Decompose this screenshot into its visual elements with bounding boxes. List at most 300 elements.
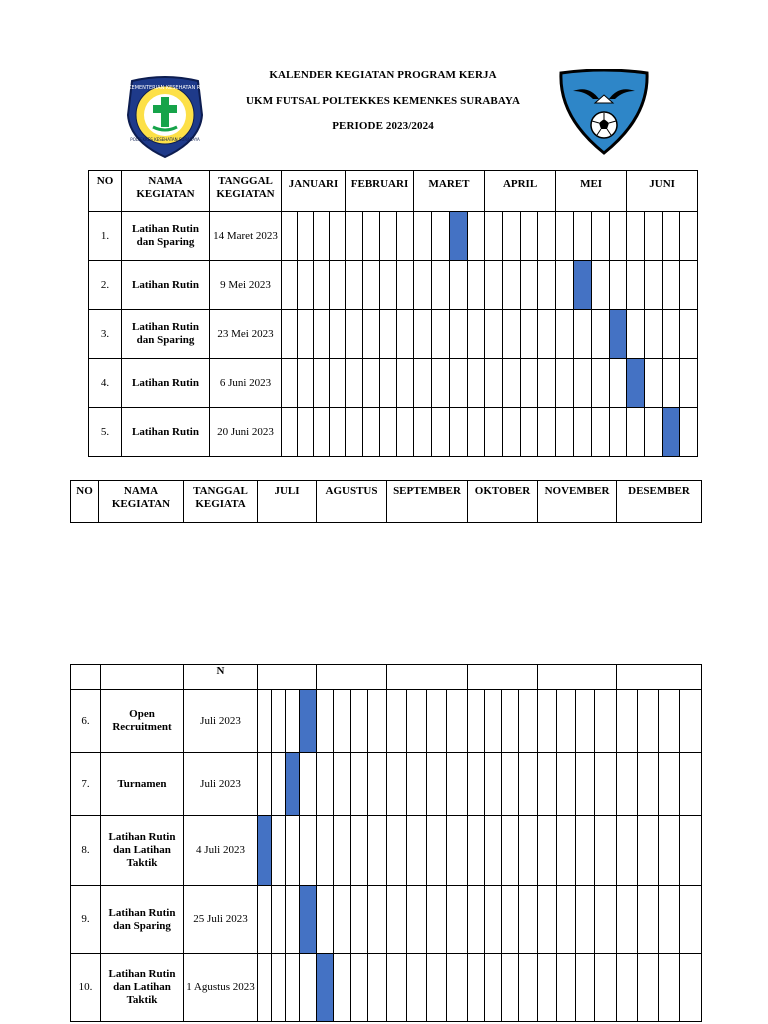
week-cell: [427, 753, 447, 816]
week-cell: [346, 359, 363, 408]
week-cell: [272, 753, 286, 816]
week-cell: [334, 886, 351, 954]
week-cell: [334, 690, 351, 753]
week-cell: [502, 816, 519, 886]
week-cell: [432, 261, 450, 310]
week-cell: [317, 690, 334, 753]
week-cell: [645, 261, 663, 310]
table-row: [89, 310, 698, 359]
week-cell: [468, 359, 485, 408]
week-cell: [334, 954, 351, 1022]
week-cell: [351, 816, 368, 886]
week-cell: [576, 954, 595, 1022]
week-cell: [538, 753, 557, 816]
week-cell: [680, 408, 698, 457]
table1-header-row: [89, 171, 698, 212]
week-cell: [659, 690, 680, 753]
activity-date: 9 Mei 2023: [210, 261, 282, 310]
week-cell: [638, 886, 659, 954]
week-cell: [363, 212, 380, 261]
month-header-blank: [317, 665, 387, 690]
header-mei: MEI: [556, 171, 627, 212]
week-cell: [427, 886, 447, 954]
week-cell: [574, 408, 592, 457]
week-cell: [645, 359, 663, 408]
week-cell: [574, 359, 592, 408]
week-cell: [397, 408, 414, 457]
week-cell: [468, 408, 485, 457]
logo-name-text: POLTEKKES KESEHATAN SURABAYA: [130, 137, 200, 142]
schedule-bar: [300, 886, 317, 954]
week-cell: [286, 886, 300, 954]
week-cell: [663, 261, 680, 310]
week-cell: [503, 408, 521, 457]
week-cell: [592, 261, 610, 310]
week-cell: [638, 816, 659, 886]
week-cell: [407, 886, 427, 954]
week-cell: [397, 310, 414, 359]
activity-name: Latihan Rutin dan Sparing: [122, 212, 210, 261]
week-cell: [346, 212, 363, 261]
week-cell: [680, 359, 698, 408]
week-cell: [576, 690, 595, 753]
week-cell: [387, 954, 407, 1022]
week-cell: [314, 261, 330, 310]
schedule-table-jul-dec-header: [70, 480, 702, 523]
week-cell: [519, 816, 538, 886]
week-cell: [485, 816, 502, 886]
week-cell: [414, 359, 432, 408]
week-cell: [468, 261, 485, 310]
week-cell: [659, 816, 680, 886]
week-cell: [363, 359, 380, 408]
week-cell: [595, 954, 617, 1022]
week-cell: [432, 359, 450, 408]
week-cell: [485, 408, 503, 457]
week-cell: [485, 954, 502, 1022]
week-cell: [407, 954, 427, 1022]
week-cell: [556, 359, 574, 408]
week-cell: [387, 753, 407, 816]
week-cell: [286, 690, 300, 753]
row-number: 3.: [89, 310, 122, 359]
week-cell: [556, 212, 574, 261]
activity-date: 6 Juni 2023: [210, 359, 282, 408]
week-cell: [272, 954, 286, 1022]
activity-date: 1 Agustus 2023: [184, 954, 258, 1022]
week-cell: [414, 212, 432, 261]
week-cell: [659, 886, 680, 954]
week-cell: [397, 212, 414, 261]
week-cell: [468, 212, 485, 261]
week-cell: [557, 954, 576, 1022]
week-cell: [282, 261, 298, 310]
week-cell: [556, 261, 574, 310]
week-cell: [538, 816, 557, 886]
week-cell: [314, 408, 330, 457]
week-cell: [330, 212, 346, 261]
week-cell: [627, 261, 645, 310]
schedule-bar: [574, 261, 592, 310]
week-cell: [503, 310, 521, 359]
activity-name: Latihan Rutin dan Latihan Taktik: [101, 816, 184, 886]
week-cell: [556, 408, 574, 457]
header-no: NO: [71, 481, 99, 523]
week-cell: [298, 359, 314, 408]
week-cell: [272, 690, 286, 753]
week-cell: [314, 310, 330, 359]
row-number: 5.: [89, 408, 122, 457]
table-row: [71, 690, 702, 753]
month-header-blank: [617, 665, 702, 690]
week-cell: [334, 753, 351, 816]
table-row: [71, 753, 702, 816]
week-cell: [521, 212, 538, 261]
poltekkes-logo-icon: [122, 75, 208, 159]
row-number: 9.: [71, 886, 101, 954]
week-cell: [346, 310, 363, 359]
activity-name: Latihan Rutin dan Sparing: [122, 310, 210, 359]
header-tanggal-kegiata: TANGGAL KEGIATA: [184, 481, 258, 523]
week-cell: [468, 310, 485, 359]
week-cell: [538, 886, 557, 954]
week-cell: [617, 816, 638, 886]
activity-date: 14 Maret 2023: [210, 212, 282, 261]
activity-date: 25 Juli 2023: [184, 886, 258, 954]
activity-date: Juli 2023: [184, 753, 258, 816]
activity-date: Juli 2023: [184, 690, 258, 753]
row-number: 1.: [89, 212, 122, 261]
week-cell: [617, 886, 638, 954]
week-cell: [574, 310, 592, 359]
activity-name: Latihan Rutin: [122, 261, 210, 310]
week-cell: [610, 359, 627, 408]
week-cell: [447, 816, 468, 886]
week-cell: [502, 690, 519, 753]
table3-body: [71, 690, 702, 1022]
week-cell: [450, 310, 468, 359]
week-cell: [397, 359, 414, 408]
week-cell: [680, 954, 702, 1022]
week-cell: [519, 954, 538, 1022]
week-cell: [298, 261, 314, 310]
month-header-blank: [258, 665, 317, 690]
week-cell: [576, 753, 595, 816]
header-september: SEPTEMBER: [387, 481, 468, 523]
week-cell: [595, 690, 617, 753]
week-cell: [258, 690, 272, 753]
week-cell: [503, 359, 521, 408]
week-cell: [680, 753, 702, 816]
week-cell: [363, 261, 380, 310]
week-cell: [556, 310, 574, 359]
week-cell: [538, 212, 556, 261]
table-row: [71, 886, 702, 954]
week-cell: [627, 408, 645, 457]
logo-ring-text: KEMENTERIAN KESEHATAN RI: [128, 85, 202, 91]
week-cell: [298, 310, 314, 359]
header-april: APRIL: [485, 171, 556, 212]
week-cell: [351, 690, 368, 753]
table1-body: [89, 212, 698, 457]
table-row: [89, 212, 698, 261]
week-cell: [538, 310, 556, 359]
week-cell: [538, 359, 556, 408]
header-agustus: AGUSTUS: [317, 481, 387, 523]
week-cell: [680, 816, 702, 886]
week-cell: [627, 212, 645, 261]
week-cell: [317, 753, 334, 816]
week-cell: [286, 816, 300, 886]
week-cell: [286, 954, 300, 1022]
week-cell: [387, 690, 407, 753]
week-cell: [538, 261, 556, 310]
header-fragment: N: [184, 665, 258, 690]
week-cell: [592, 212, 610, 261]
week-cell: [576, 816, 595, 886]
week-cell: [432, 408, 450, 457]
week-cell: [592, 310, 610, 359]
week-cell: [595, 816, 617, 886]
week-cell: [617, 954, 638, 1022]
week-cell: [351, 954, 368, 1022]
activity-name: Turnamen: [101, 753, 184, 816]
week-cell: [272, 816, 286, 886]
week-cell: [282, 359, 298, 408]
week-cell: [574, 212, 592, 261]
week-cell: [645, 310, 663, 359]
header-tanggal-kegiatan: TANGGAL KEGIATAN: [210, 171, 282, 212]
week-cell: [300, 816, 317, 886]
week-cell: [502, 886, 519, 954]
header-blank: [71, 665, 101, 690]
week-cell: [485, 261, 503, 310]
week-cell: [503, 261, 521, 310]
week-cell: [380, 310, 397, 359]
week-cell: [485, 886, 502, 954]
doc-title-line3: PERIODE 2023/2024: [332, 120, 434, 132]
header-juni: JUNI: [627, 171, 698, 212]
week-cell: [414, 408, 432, 457]
week-cell: [368, 753, 387, 816]
row-number: 6.: [71, 690, 101, 753]
week-cell: [557, 690, 576, 753]
week-cell: [627, 310, 645, 359]
week-cell: [407, 816, 427, 886]
week-cell: [663, 212, 680, 261]
week-cell: [519, 753, 538, 816]
header-oktober: OKTOBER: [468, 481, 538, 523]
week-cell: [334, 816, 351, 886]
week-cell: [659, 954, 680, 1022]
week-cell: [519, 690, 538, 753]
week-cell: [680, 690, 702, 753]
week-cell: [485, 310, 503, 359]
week-cell: [407, 690, 427, 753]
schedule-table-jul-dec: [70, 664, 702, 1022]
activity-name: Latihan Rutin dan Sparing: [101, 886, 184, 954]
week-cell: [427, 816, 447, 886]
header-maret: MARET: [414, 171, 485, 212]
week-cell: [485, 212, 503, 261]
row-number: 10.: [71, 954, 101, 1022]
week-cell: [427, 954, 447, 1022]
week-cell: [638, 753, 659, 816]
schedule-bar: [317, 954, 334, 1022]
week-cell: [407, 753, 427, 816]
week-cell: [592, 408, 610, 457]
row-number: 2.: [89, 261, 122, 310]
week-cell: [557, 886, 576, 954]
week-cell: [450, 408, 468, 457]
week-cell: [317, 816, 334, 886]
week-cell: [300, 954, 317, 1022]
header-januari: JANUARI: [282, 171, 346, 212]
header-nama-kegiatan: NAMA KEGIATAN: [99, 481, 184, 523]
week-cell: [380, 408, 397, 457]
activity-name: Open Recruitment: [101, 690, 184, 753]
week-cell: [368, 886, 387, 954]
week-cell: [387, 816, 407, 886]
week-cell: [351, 886, 368, 954]
week-cell: [450, 359, 468, 408]
week-cell: [380, 359, 397, 408]
week-cell: [680, 212, 698, 261]
week-cell: [447, 886, 468, 954]
week-cell: [298, 408, 314, 457]
week-cell: [638, 954, 659, 1022]
week-cell: [521, 261, 538, 310]
week-cell: [592, 359, 610, 408]
week-cell: [610, 212, 627, 261]
header-november: NOVEMBER: [538, 481, 617, 523]
week-cell: [258, 886, 272, 954]
week-cell: [258, 753, 272, 816]
activity-date: 20 Juni 2023: [210, 408, 282, 457]
header-nama-kegiatan: NAMA KEGIATAN: [122, 171, 210, 212]
week-cell: [521, 408, 538, 457]
week-cell: [282, 310, 298, 359]
week-cell: [447, 954, 468, 1022]
week-cell: [330, 359, 346, 408]
week-cell: [468, 690, 485, 753]
week-cell: [485, 690, 502, 753]
activity-date: 4 Juli 2023: [184, 816, 258, 886]
week-cell: [414, 261, 432, 310]
week-cell: [538, 954, 557, 1022]
week-cell: [538, 408, 556, 457]
header-blank: [101, 665, 184, 690]
week-cell: [330, 408, 346, 457]
week-cell: [380, 261, 397, 310]
week-cell: [272, 886, 286, 954]
week-cell: [346, 261, 363, 310]
week-cell: [521, 359, 538, 408]
week-cell: [314, 359, 330, 408]
week-cell: [557, 816, 576, 886]
week-cell: [432, 310, 450, 359]
week-cell: [368, 816, 387, 886]
week-cell: [485, 359, 503, 408]
week-cell: [610, 408, 627, 457]
week-cell: [258, 954, 272, 1022]
month-header-blank: [387, 665, 468, 690]
week-cell: [663, 359, 680, 408]
schedule-table-jan-jun: [88, 170, 698, 457]
week-cell: [557, 753, 576, 816]
week-cell: [300, 753, 317, 816]
week-cell: [538, 690, 557, 753]
week-cell: [363, 310, 380, 359]
week-cell: [502, 753, 519, 816]
activity-name: Latihan Rutin: [122, 359, 210, 408]
week-cell: [468, 886, 485, 954]
header-juli: JULI: [258, 481, 317, 523]
schedule-bar: [286, 753, 300, 816]
week-cell: [368, 954, 387, 1022]
header-no: NO: [89, 171, 122, 212]
week-cell: [351, 753, 368, 816]
table-row: [71, 816, 702, 886]
week-cell: [503, 212, 521, 261]
week-cell: [282, 212, 298, 261]
week-cell: [595, 753, 617, 816]
week-cell: [645, 408, 663, 457]
week-cell: [638, 690, 659, 753]
week-cell: [521, 310, 538, 359]
activity-date: 23 Mei 2023: [210, 310, 282, 359]
week-cell: [680, 310, 698, 359]
week-cell: [447, 753, 468, 816]
week-cell: [282, 408, 298, 457]
row-number: 7.: [71, 753, 101, 816]
table-row: [71, 954, 702, 1022]
month-header-blank: [468, 665, 538, 690]
table-row: [89, 359, 698, 408]
table-row: [89, 261, 698, 310]
week-cell: [450, 261, 468, 310]
week-cell: [387, 886, 407, 954]
week-cell: [368, 690, 387, 753]
week-cell: [380, 212, 397, 261]
week-cell: [502, 954, 519, 1022]
week-cell: [617, 753, 638, 816]
week-cell: [576, 886, 595, 954]
table3-header-row: [71, 665, 702, 690]
week-cell: [595, 886, 617, 954]
header-desember: DESEMBER: [617, 481, 702, 523]
schedule-bar: [300, 690, 317, 753]
schedule-bar: [663, 408, 680, 457]
week-cell: [432, 212, 450, 261]
week-cell: [397, 261, 414, 310]
week-cell: [680, 886, 702, 954]
ukm-futsal-logo-icon: [555, 69, 653, 155]
month-header-blank: [538, 665, 617, 690]
week-cell: [317, 886, 334, 954]
week-cell: [414, 310, 432, 359]
week-cell: [485, 753, 502, 816]
doc-title-line2: UKM FUTSAL POLTEKKES KEMENKES SURABAYA: [246, 95, 520, 107]
week-cell: [645, 212, 663, 261]
schedule-bar: [450, 212, 468, 261]
week-cell: [346, 408, 363, 457]
week-cell: [468, 816, 485, 886]
week-cell: [610, 261, 627, 310]
row-number: 4.: [89, 359, 122, 408]
doc-title-line1: KALENDER KEGIATAN PROGRAM KERJA: [269, 69, 497, 81]
activity-name: Latihan Rutin: [122, 408, 210, 457]
